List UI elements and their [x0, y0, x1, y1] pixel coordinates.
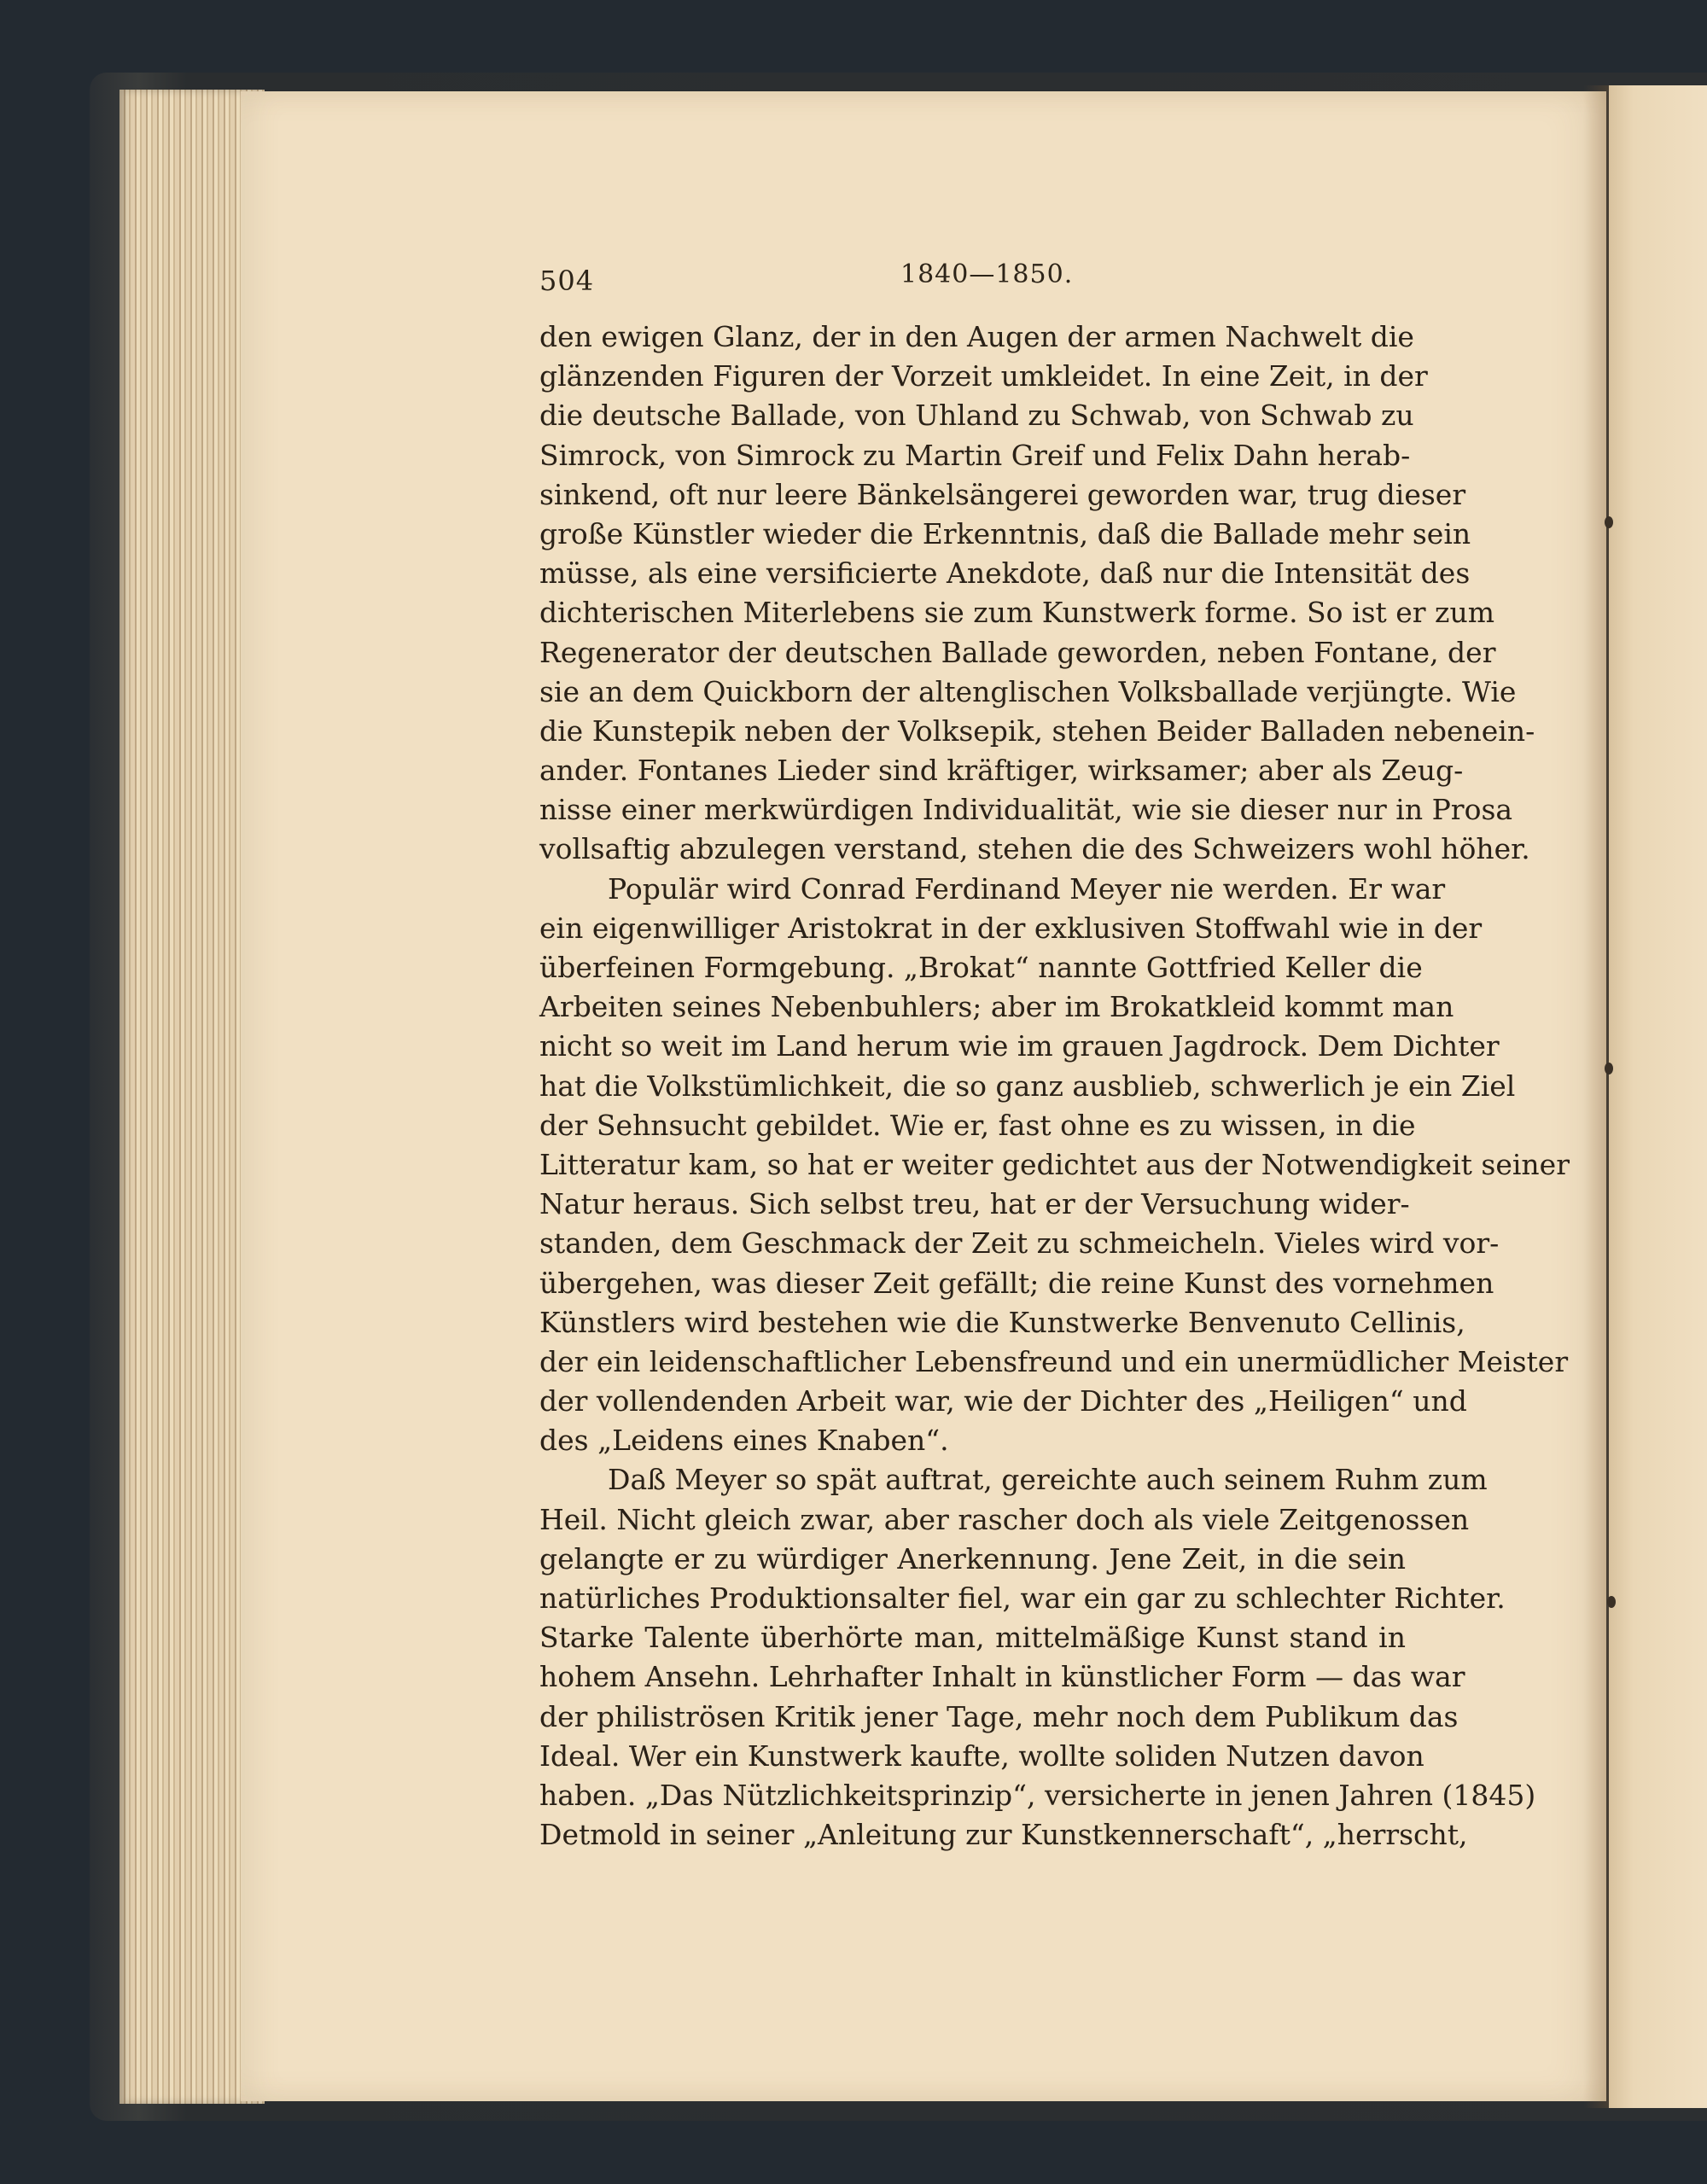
text-line: der vollendenden Arbeit war, wie der Dichter des „Heiligen“ und	[539, 1384, 1467, 1418]
text-line: der ein leidenschaftlicher Lebensfreund und ein unermüdlicher Meister	[539, 1344, 1569, 1378]
text-line: Simrock, von Simrock zu Martin Greif und Felix Dahn herab-	[539, 438, 1411, 472]
text-line: Heil. Nicht gleich zwar, aber rascher doch als viele Zeitgenossen	[539, 1502, 1470, 1536]
text-line: ander. Fontanes Lieder sind kräftiger, wirksamer; aber als Zeug-	[539, 754, 1464, 788]
paragraph-start-line: Populär wird Conrad Ferdinand Meyer nie werden. Er war	[608, 871, 1446, 906]
body-text	[539, 317, 1570, 1855]
page-number: 504	[539, 265, 595, 297]
text-line: natürliches Produktionsalter fiel, war ein gar zu schlechter Richter.	[539, 1581, 1506, 1615]
text-line: Natur heraus. Sich selbst treu, hat er der Versuchung wider-	[539, 1187, 1410, 1221]
text-line: dichterischen Miterlebens sie zum Kunstwerk forme. So ist er zum	[539, 596, 1494, 630]
text-line: der philiströsen Kritik jener Tage, mehr noch dem Publikum das	[539, 1699, 1459, 1733]
text-line: müsse, als eine versificierte Anekdote, daß nur die Intensität des	[539, 556, 1471, 591]
text-line: Starke Talente überhörte man, mittelmäßige Kunst stand in	[539, 1621, 1406, 1655]
text-line: nicht so weit im Land herum wie im grauen Jagdrock. Dem Dichter	[539, 1029, 1500, 1063]
text-line: Ideal. Wer ein Kunstwerk kaufte, wollte soliden Nutzen davon	[539, 1738, 1424, 1773]
text-line: standen, dem Geschmack der Zeit zu schmeicheln. Vieles wird vor-	[539, 1226, 1500, 1261]
text-line: übergehen, was dieser Zeit gefällt; die reine Kunst des vornehmen	[539, 1266, 1494, 1300]
text-line: der Sehnsucht gebildet. Wie er, fast ohne es zu wissen, in die	[539, 1108, 1416, 1142]
text-line: haben. „Das Nützlichkeitsprinzip“, versicherte in jenen Jahren (1845)	[539, 1778, 1536, 1812]
text-line: vollsaftig abzulegen verstand, stehen die des Schweizers wohl höher.	[539, 832, 1530, 866]
text-line: den ewigen Glanz, der in den Augen der armen Nachwelt die	[539, 320, 1414, 353]
page-header	[539, 256, 1350, 299]
text-line: glänzenden Figuren der Vorzeit umkleidet. In eine Zeit, in der	[539, 359, 1428, 393]
facing-page	[1609, 85, 1707, 2108]
text-line: die Kunstepik neben der Volksepik, stehen Beider Balladen nebenein-	[539, 713, 1535, 748]
text-line: ein eigenwilliger Aristokrat in der exklusiven Stoffwahl wie in der	[539, 911, 1483, 945]
text-line: überfeinen Formgebung. „Brokat“ nannte Gottfried Keller die	[539, 951, 1423, 984]
text-line: hat die Volkstümlichkeit, die so ganz ausblieb, schwerlich je ein Ziel	[539, 1069, 1516, 1103]
text-line: Künstlers wird bestehen wie die Kunstwerke Benvenuto Cellinis,	[539, 1305, 1465, 1339]
text-line: die deutsche Ballade, von Uhland zu Schwab, von Schwab zu	[539, 399, 1414, 433]
running-head: 1840—1850.	[900, 259, 1074, 289]
text-line: sinkend, oft nur leere Bänkelsängerei geworden war, trug dieser	[539, 477, 1466, 511]
text-line: große Künstler wieder die Erkenntnis, daß die Ballade mehr sein	[539, 516, 1471, 550]
text-line: des „Leidens eines Knaben“.	[539, 1424, 949, 1458]
ink-mark	[1605, 1063, 1613, 1075]
text-line: gelangte er zu würdiger Anerkennung. Jene Zeit, in die sein	[539, 1541, 1406, 1575]
ink-mark	[1607, 1596, 1616, 1608]
text-line: nisse einer merkwürdigen Individualität, wie sie dieser nur in Prosa	[539, 793, 1513, 827]
text-line: sie an dem Quickborn der altenglischen Volksballade verjüngte. Wie	[539, 674, 1517, 708]
ink-mark	[1605, 516, 1613, 528]
text-line: Litteratur kam, so hat er weiter gedichtet aus der Notwendigkeit seiner	[539, 1147, 1570, 1181]
paragraph-start-line: Daß Meyer so spät auftrat, gereichte auch seinem Ruhm zum	[608, 1463, 1488, 1497]
text-line: Detmold in seiner „Anleitung zur Kunstkennerschaft“, „herrscht,	[539, 1818, 1468, 1852]
text-line: Arbeiten seines Nebenbuhlers; aber im Brokatkleid kommt man	[539, 990, 1454, 1024]
text-line: Regenerator der deutschen Ballade geworden, neben Fontane, der	[539, 635, 1496, 669]
text-line: hohem Ansehn. Lehrhafter Inhalt in künstlicher Form — das war	[539, 1660, 1465, 1694]
